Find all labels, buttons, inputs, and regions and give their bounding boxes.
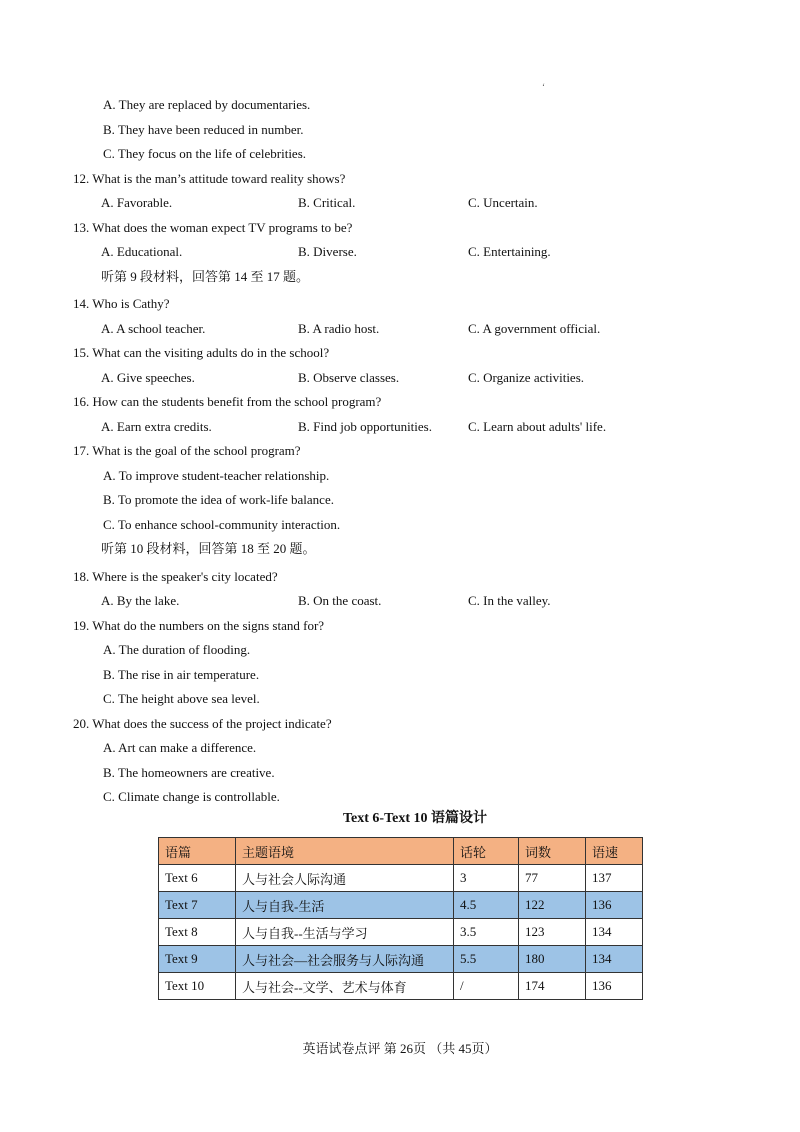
header-turns: 话轮 — [454, 838, 519, 865]
cell-speed: 134 — [586, 919, 643, 946]
cell-words: 122 — [519, 892, 586, 919]
cell-turns: 5.5 — [454, 946, 519, 973]
answer-option: C. Uncertain. — [468, 195, 538, 210]
question-text: 19. What do the numbers on the signs stand for? — [73, 617, 325, 633]
cell-turns: 4.5 — [454, 892, 519, 919]
answer-option: B. Diverse. — [298, 244, 357, 259]
answer-option: B. On the coast. — [298, 593, 382, 608]
cell-turns: / — [454, 973, 519, 1000]
header-words: 词数 — [519, 838, 586, 865]
answer-option: A. Earn extra credits. — [101, 418, 212, 434]
answer-option: B. The rise in air temperature. — [103, 666, 260, 682]
answer-option: B. To promote the idea of work-life balance. — [103, 492, 334, 507]
cell-text: Text 8 — [159, 919, 236, 946]
answer-option: C. Organize activities. — [468, 369, 585, 385]
question-text: 14. Who is Cathy? — [73, 296, 170, 311]
cell-text: Text 10 — [159, 973, 236, 1000]
cell-turns: 3 — [454, 865, 519, 892]
question-text: 18. Where is the speaker's city located? — [73, 568, 278, 584]
cell-speed: 136 — [586, 892, 643, 919]
cell-text: Text 9 — [159, 946, 236, 973]
answer-option: C. To enhance school-community interaction. — [103, 516, 341, 532]
answer-option: A. The duration of flooding. — [103, 642, 251, 657]
header-text: 语篇 — [159, 838, 236, 865]
cell-text: Text 6 — [159, 865, 236, 892]
cell-theme: 人与社会—社会服务与人际沟通 — [236, 946, 454, 973]
answer-option: C. Entertaining. — [468, 244, 551, 259]
answer-option: B. A radio host. — [298, 320, 380, 336]
cell-speed: 134 — [586, 946, 643, 973]
answer-option: B. Critical. — [298, 195, 356, 210]
cell-speed: 136 — [586, 973, 643, 1000]
cell-theme: 人与自我--生活与学习 — [236, 919, 454, 946]
answer-option: C. In the valley. — [468, 593, 551, 608]
cell-speed: 137 — [586, 865, 643, 892]
listening-instruction: 听第 9 段材料，回答第 14 至 17 题。 — [101, 268, 310, 284]
cell-text: Text 7 — [159, 892, 236, 919]
answer-option: B. They have been reduced in number. — [103, 121, 304, 137]
table-row — [159, 865, 643, 892]
answer-option: B. Observe classes. — [298, 369, 400, 385]
table-title: Text 6-Text 10 语篇设计 — [342, 811, 488, 826]
table-row — [159, 919, 643, 946]
cell-theme: 人与自我-生活 — [236, 892, 454, 919]
cell-theme: 人与社会人际沟通 — [236, 865, 454, 892]
header-speed: 语速 — [586, 838, 643, 865]
answer-option: A. Favorable. — [101, 195, 173, 210]
table-row — [159, 946, 643, 973]
answer-option: A. A school teacher. — [101, 320, 206, 336]
question-text: 12. What is the man’s attitude toward reality shows? — [73, 170, 346, 186]
discourse-design-table — [158, 837, 643, 1000]
answer-option: A. Give speeches. — [101, 369, 195, 385]
answer-option: B. Find job opportunities. — [298, 418, 432, 434]
answer-option: B. The homeowners are creative. — [103, 764, 275, 780]
question-text: 15. What can the visiting adults do in the school? — [73, 345, 330, 360]
answer-option: C. They focus on the life of celebrities. — [103, 146, 307, 161]
cell-words: 123 — [519, 919, 586, 946]
table-row — [159, 892, 643, 919]
table-row — [159, 973, 643, 1000]
header-theme: 主题语境 — [236, 838, 454, 865]
answer-option: A. To improve student-teacher relationship. — [103, 467, 330, 483]
cell-theme: 人与社会--文学、艺术与体育 — [236, 973, 454, 1000]
question-text: 16. How can the students benefit from the school program? — [73, 394, 382, 409]
cell-words: 174 — [519, 973, 586, 1000]
cell-turns: 3.5 — [454, 919, 519, 946]
corner-mark: ʻ — [542, 82, 545, 92]
answer-option: A. Educational. — [101, 244, 183, 259]
answer-option: C. The height above sea level. — [103, 691, 260, 706]
question-text: 17. What is the goal of the school program? — [73, 443, 301, 458]
page-footer: 英语试卷点评 第 26页 （共 45页） — [302, 1041, 498, 1056]
question-text: 20. What does the success of the project indicate? — [73, 715, 332, 731]
question-text: 13. What does the woman expect TV programs to be? — [73, 219, 353, 235]
cell-words: 180 — [519, 946, 586, 973]
table-header-row — [159, 838, 643, 865]
cell-words: 77 — [519, 865, 586, 892]
answer-option: A. By the lake. — [101, 593, 180, 608]
answer-option: C. Learn about adults' life. — [468, 418, 607, 434]
answer-option: C. A government official. — [468, 320, 601, 336]
listening-instruction: 听第 10 段材料，回答第 18 至 20 题。 — [101, 541, 316, 556]
answer-option: A. They are replaced by documentaries. — [103, 97, 311, 112]
answer-option: A. Art can make a difference. — [103, 740, 257, 755]
answer-option: C. Climate change is controllable. — [103, 789, 280, 804]
